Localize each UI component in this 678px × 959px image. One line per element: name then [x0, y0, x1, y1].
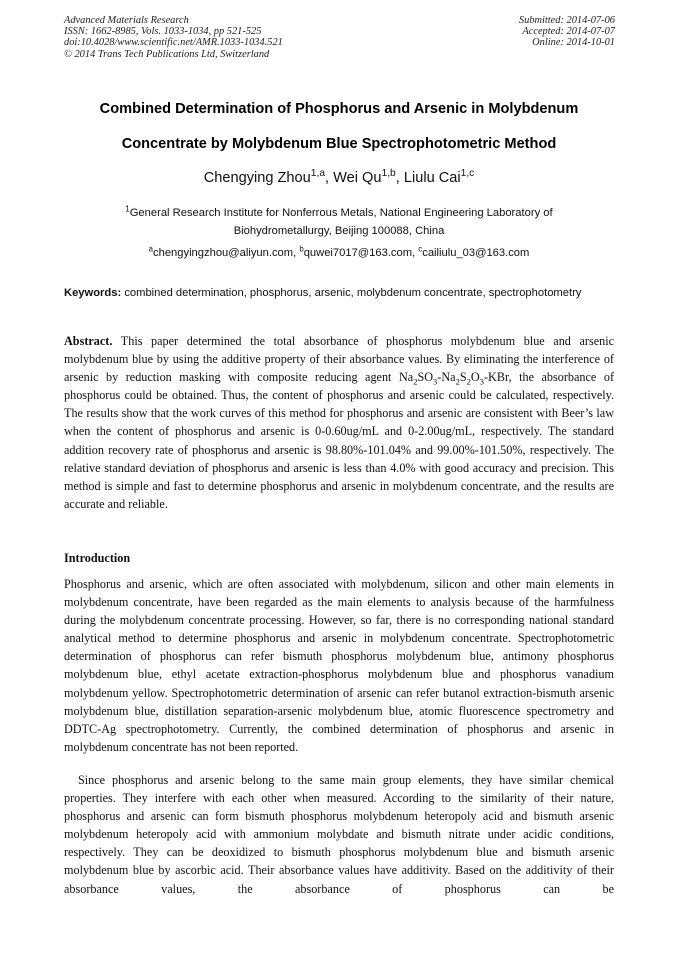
online-date: Online: 2014-10-01 [532, 37, 615, 49]
publication-dates [519, 15, 615, 49]
keywords-text: combined determination, phosphorus, arsenic, molybdenum concentrate, spectrophotometry [124, 287, 582, 299]
affiliation [40, 204, 638, 240]
email-address: quwei7017@163.com [303, 247, 413, 259]
title-line-2: Concentrate by Molybdenum Blue Spectrophotometric Method [121, 136, 557, 152]
author-list: Chengying Zhou$^{1,a}$, Wei Qu$^{1,b}$, Liulu Cai$^{1,c}$ [203, 168, 475, 186]
abstract-text: S [459, 370, 467, 385]
section-heading-introduction: Introduction [64, 551, 131, 565]
submitted-date: Submitted: 2014-07-06 [518, 15, 615, 26]
paper-title [40, 92, 638, 162]
author-affiliation-mark: 1,a [310, 168, 326, 180]
journal-name: Advanced Materials Research [64, 15, 189, 26]
email-address: cailiulu_03@163.com [422, 247, 530, 259]
email-address: chengyingzhou@aliyun.com [153, 247, 294, 259]
affiliation-line-2: Biohydrometallurgy, Beijing 100088, China [233, 225, 445, 237]
affiliation-line-1: General Research Institute for Nonferrous Metals, National Engineering Laboratory of [129, 207, 553, 219]
author-name: Liulu Cai [403, 170, 461, 186]
subscript: 2 [413, 376, 418, 387]
journal-info [64, 15, 283, 60]
title-line-1: Combined Determination of Phosphorus and Arsenic in Molybdenum [99, 101, 579, 117]
keywords [64, 285, 614, 303]
subscript: 2 [466, 376, 471, 387]
issn: ISSN: 1662-8985, Vols. 1033-1034, pp 521-525 [64, 26, 262, 38]
subscript: 3 [433, 376, 438, 387]
author-affiliation-mark: 1,b [381, 168, 396, 180]
introduction-paragraph-1: Phosphorus and arsenic, which are often associated with molybdenum, silicon and other main elements in molybdenum concentrate, have been regarded as the main elements to analysis because of the harmfulness during the molybdenum concentrate processing. However, so far, there is no corresponding national standard analytical method to determine phosphorus and arsenic in molybdenum concentrate. Spectrophotometric determination of phosphorus can refer bismuth phosphorus molybdenum blue, antimony phosphorus molybdenum blue, ethyl acetate extraction-phosphorus molybdenum blue and phosphorus vanadium molybdenum yellow. Spectrophotometric determination of arsenic can refer butanol extraction-bismuth arsenic molybdenum blue, distillation separation-arsenic molybdenum blue, atomic fluorescence spectrometry and DDTC-Ag spectrophotometry. Currently, the combined determination of phosphorus and arsenic in molybdenum concentrate has not been reported. [64, 577, 614, 754]
author-emails: $^a$chengyingzhou@aliyun.com, $^b$quwei7017@163.com, $^c$cailiulu_03@163.com [148, 244, 530, 259]
abstract [64, 332, 614, 513]
abstract-text: -KBr, the absorbance of phosphorus could be obtained. Thus, the content of phosphorus and arsenic could be calculated, respectively. The results show that the work curves of this method for phosphorus and arsenic are consistent with Beer’s law when the content of phosphorus and arsenic is 0-0.60ug/mL and 0-2.00ug/mL, respectively. The standard addition recovery rate of phosphorus and arsenic is 98.80%-101.04% and 99.00%-101.50%, respectively. The relative standard deviation of phosphorus and arsenic is less than 4.0% with good accuracy and precision. This method is simple and fast to determine phosphorus and arsenic in molybdenum concentrate, and the results are accurate and reliable. [64, 370, 615, 511]
email-mark: b [299, 244, 304, 254]
affiliation-mark: 1 [125, 204, 130, 214]
keywords-label: Keywords: [64, 287, 122, 299]
subscript: 2 [455, 376, 460, 387]
copyright: © 2014 Trans Tech Publications Ltd, Switzerland [64, 48, 270, 60]
author-name: Wei Qu [333, 170, 382, 186]
author-name: Chengying Zhou [203, 170, 311, 186]
abstract-text: This paper determined the total absorbance of phosphorus molybdenum blue and arsenic molybdenum blue by using the additive property of their absorbance values. By eliminating the interference of arsenic by reduction masking with composite reducing agent Na [64, 334, 614, 385]
introduction-paragraph-2: Since phosphorus and arsenic belong to the same main group elements, they have similar chemical properties. They interfere with each other when measured. According to the similarity of their nature, phosphorus and arsenic can form bismuth phosphorus molybdenum heteropoly acid and bismuth arsenic molybdenum heteropoly acid with ammonium molybdate and bismuth nitrate under acidic conditions, respectively. They can be deoxidized to bismuth phosphorus molybdenum blue and bismuth arsenic molybdenum blue by ascorbic acid. Their absorbance values have additivity. Based on the additivity of their absorbance values, the absorbance of phosphorus can be [64, 773, 614, 896]
abstract-text: -Na [437, 370, 456, 385]
abstract-text: SO [417, 370, 434, 385]
accepted-date: Accepted: 2014-07-07 [522, 26, 615, 38]
abstract-text: O [470, 370, 480, 385]
abstract-label: Abstract. [64, 334, 113, 348]
email-mark: a [148, 244, 153, 254]
author-affiliation-mark: 1,c [460, 168, 475, 180]
subscript: 3 [479, 376, 484, 387]
email-mark: c [418, 244, 423, 254]
doi: doi:10.4028/www.scientific.net/AMR.1033-1034.521 [64, 37, 283, 49]
